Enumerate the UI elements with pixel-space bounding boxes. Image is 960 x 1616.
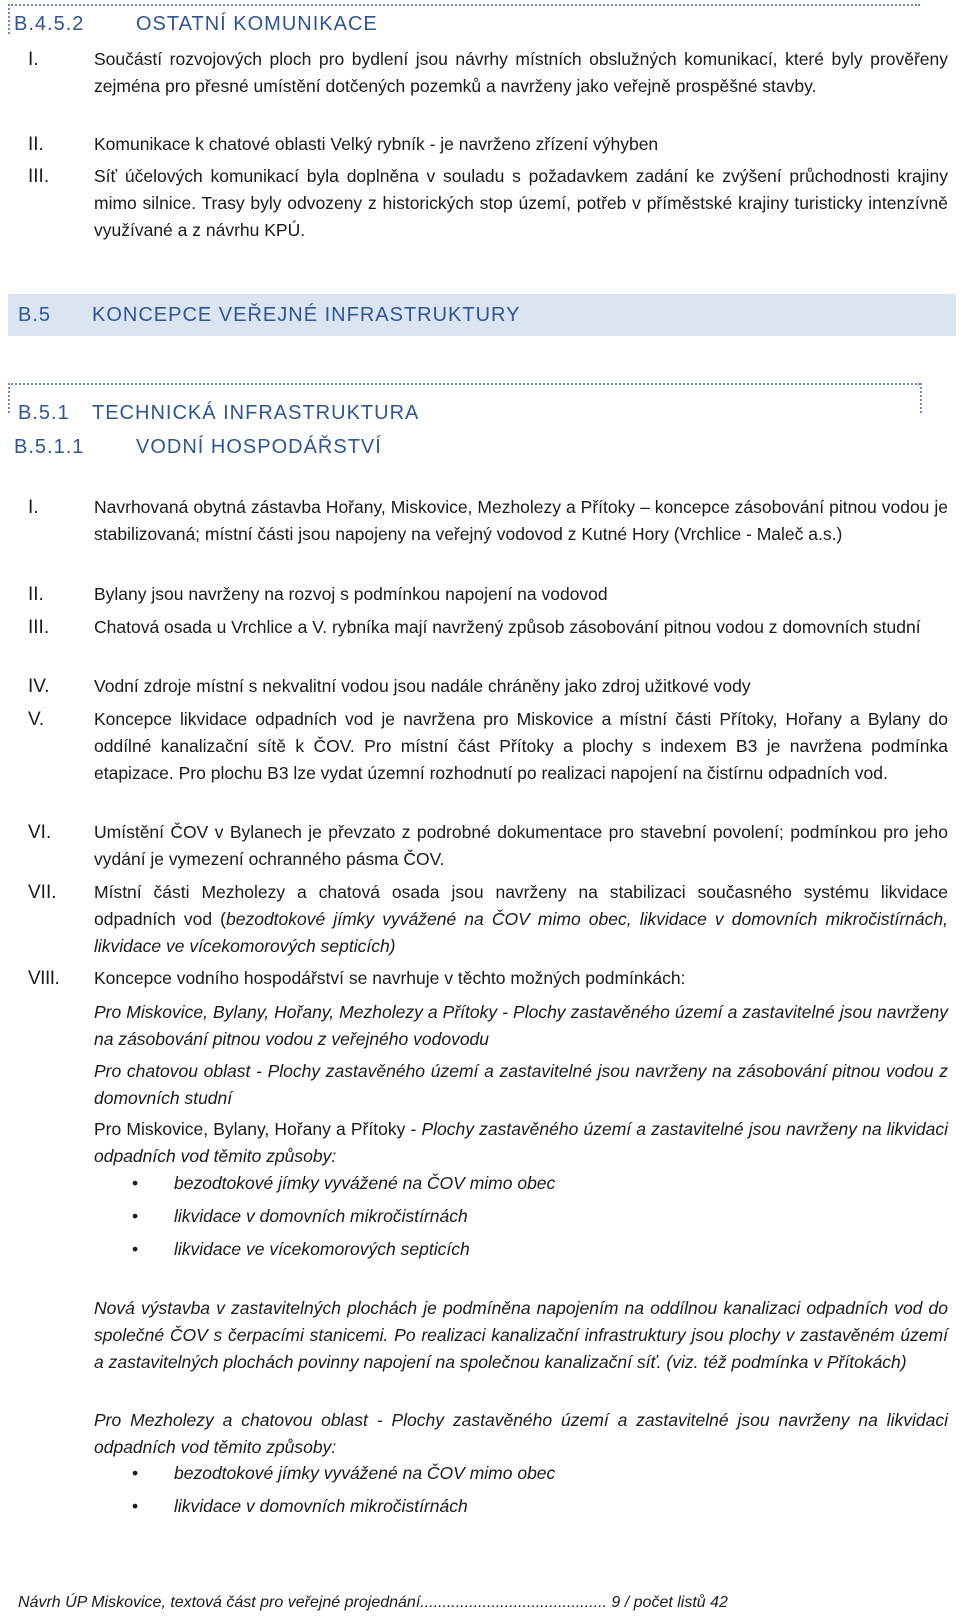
roman-numeral: VII. — [28, 882, 57, 903]
item-text: Vodní zdroje místní s nekvalitní vodou jsou nadále chráněny jako zdroj užitkové vody — [94, 676, 751, 696]
item-text: Koncepce vodního hospodářství se navrhuje v těchto možných podmínkách: — [94, 968, 686, 988]
heading-b51 — [18, 402, 419, 425]
item-text: Navrhovaná obytná zástavba Hořany, Miskovice, Mezholezy a Přítoky – koncepce zásobování pitnou vodou je stabilizovaná; místní části jsou napojeny na veřejný vodovod z Kutné Hory (Vrchlice - Maleč a.s.) — [94, 497, 948, 544]
roman-numeral: I. — [28, 497, 39, 518]
heading-b5 — [18, 304, 520, 327]
item-text: Umístění ČOV v Bylanech je převzato z podrobné dokumentace pro stavební povolení; podmínkou pro jeho vydání je vymezení ochranného pásma ČOV. — [94, 822, 948, 869]
item-text: Chatová osada u Vrchlice a V. rybníka mají navržený způsob zásobování pitnou vodou z domovních studní — [94, 617, 921, 637]
item-text: Součástí rozvojových ploch pro bydlení jsou návrhy místních obslužných komunikací, které byly prověřeny zejména pro přesné umístění dotčených pozemků a navrženy jako veřejně prospěšné stavby. — [94, 49, 948, 96]
item-text: Komunikace k chatové oblasti Velký rybník - je navrženo zřízení výhyben — [94, 134, 659, 154]
roman-numeral: I. — [28, 49, 39, 70]
list-item — [28, 614, 948, 641]
bullet-item — [134, 1170, 555, 1197]
section-left-rule — [8, 383, 10, 413]
list-item — [28, 706, 948, 787]
list-item — [28, 46, 948, 100]
roman-numeral: IV. — [28, 676, 50, 697]
bullet-text: bezodtokové jímky vyvážené na ČOV mimo obec — [174, 1173, 556, 1193]
paragraph-3-italic: Plochy zastavěného území a zastavitelné jsou navrženy na likvidaci odpadních vod těmito způsoby: — [94, 1119, 948, 1166]
bullet-text: likvidace v domovních mikročistírnách — [174, 1206, 468, 1226]
bullet-item — [134, 1236, 470, 1263]
roman-numeral: II. — [28, 584, 44, 605]
bullet-icon: • — [132, 1206, 139, 1226]
list-item — [28, 163, 948, 244]
bullet-item — [134, 1493, 468, 1520]
item-text: Bylany jsou navrženy na rozvoj s podmínkou napojení na vodovod — [94, 584, 608, 604]
heading-b511 — [14, 436, 382, 459]
bullet-icon: • — [132, 1463, 139, 1483]
heading-number: B.4.5.2 — [14, 13, 85, 35]
bullet-text: bezodtokové jímky vyvážené na ČOV mimo obec — [174, 1463, 556, 1483]
bullet-item — [134, 1460, 555, 1487]
paragraph-5: Pro Mezholezy a chatovou oblast - Plochy zastavěného území a zastavitelné jsou navrženy na likvidaci odpadních vod těmito způsoby: — [94, 1410, 948, 1457]
heading-title: VODNÍ HOSPODÁŘSTVÍ — [136, 436, 382, 458]
heading-title: TECHNICKÁ INFRASTRUKTURA — [92, 402, 420, 424]
item-text: Síť účelových komunikací byla doplněna v souladu s požadavkem zadání ke zvýšení průchodnosti krajiny mimo silnice. Trasy byly odvozeny z historických stop území, potřeb v příměstské krajiny turisticky intenzívně využívané a z návrhu KPÚ. — [94, 166, 948, 240]
roman-numeral: II. — [28, 134, 44, 155]
paragraph-4: Nová výstavba v zastavitelných plochách je podmíněna napojením na oddílnou kanalizaci odpadních vod do společné ČOV s čerpacími stanicemi. Po realizaci kanalizační infrastruktury jsou plochy v zastavěném území a zastavitelných plochách povinny napojení na společnou kanalizační síť. (viz. též podmínka v Přítokách) — [94, 1298, 948, 1372]
list-item — [28, 131, 948, 158]
paragraph-3 — [94, 1116, 948, 1170]
top-dotted-rule — [8, 4, 920, 6]
paragraph-2: Pro chatovou oblast - Plochy zastavěného území a zastavitelné jsou navrženy na zásobování pitnou vodou z domovních studní — [94, 1061, 948, 1108]
list-item — [28, 965, 948, 992]
section-dotted-rule — [8, 383, 920, 385]
section-right-rule — [920, 383, 922, 413]
roman-numeral: VI. — [28, 822, 52, 843]
left-dotted-rule — [8, 4, 10, 34]
heading-number: B.5 — [18, 304, 52, 326]
bullet-text: likvidace v domovních mikročistírnách — [174, 1496, 468, 1516]
bullet-text: likvidace ve vícekomorových septicích — [174, 1239, 470, 1259]
roman-numeral: III. — [28, 617, 50, 638]
bullet-item — [134, 1203, 468, 1230]
roman-numeral: III. — [28, 166, 50, 187]
roman-numeral: V. — [28, 709, 45, 730]
paragraph-3-normal: Pro Miskovice, Bylany, Hořany a Přítoky - — [94, 1119, 422, 1139]
heading-number: B.5.1 — [18, 402, 70, 424]
page-footer: Návrh ÚP Miskovice, textová část pro veřejné projednání.......................................... 9 / počet listů 42 — [18, 1594, 728, 1611]
heading-title: OSTATNÍ KOMUNIKACE — [136, 13, 378, 35]
list-item — [28, 819, 948, 873]
paragraph-1: Pro Miskovice, Bylany, Hořany, Mezholezy a Přítoky - Plochy zastavěného území a zastavitelné jsou navrženy na zásobování pitnou vodou z veřejného vodovodu — [94, 1002, 948, 1049]
item-text — [94, 879, 948, 960]
heading-b452 — [14, 13, 378, 36]
heading-number: B.5.1.1 — [14, 436, 85, 458]
heading-title: KONCEPCE VEŘEJNÉ INFRASTRUKTURY — [92, 304, 521, 326]
item-text: Koncepce likvidace odpadních vod je navržena pro Miskovice a místní části Přítoky, Hořany a Bylany do oddílné kanalizační sítě k ČOV. Pro místní část Přítoky a plochy s indexem B3 je navržena podmínka etapizace. Pro plochu B3 lze vydat územní rozhodnutí po realizaci napojení na čistírnu odpadních vod. — [94, 709, 948, 783]
list-item — [28, 673, 948, 700]
bullet-icon: • — [132, 1239, 139, 1259]
bullet-icon: • — [132, 1173, 139, 1193]
list-item — [28, 879, 948, 960]
list-item — [28, 494, 948, 548]
list-item — [28, 581, 948, 608]
roman-numeral: VIII. — [28, 968, 60, 989]
item-text-italic: bezodtokové jímky vyvážené na ČOV mimo obec, likvidace v domovních mikročistírnách, likvidace ve vícekomorových septicích) — [94, 909, 948, 956]
bullet-icon: • — [132, 1496, 139, 1516]
item-text-normal: Místní části Mezholezy a chatová osada jsou navrženy na stabilizaci současného systému likvidace odpadních vod ( — [94, 882, 948, 929]
